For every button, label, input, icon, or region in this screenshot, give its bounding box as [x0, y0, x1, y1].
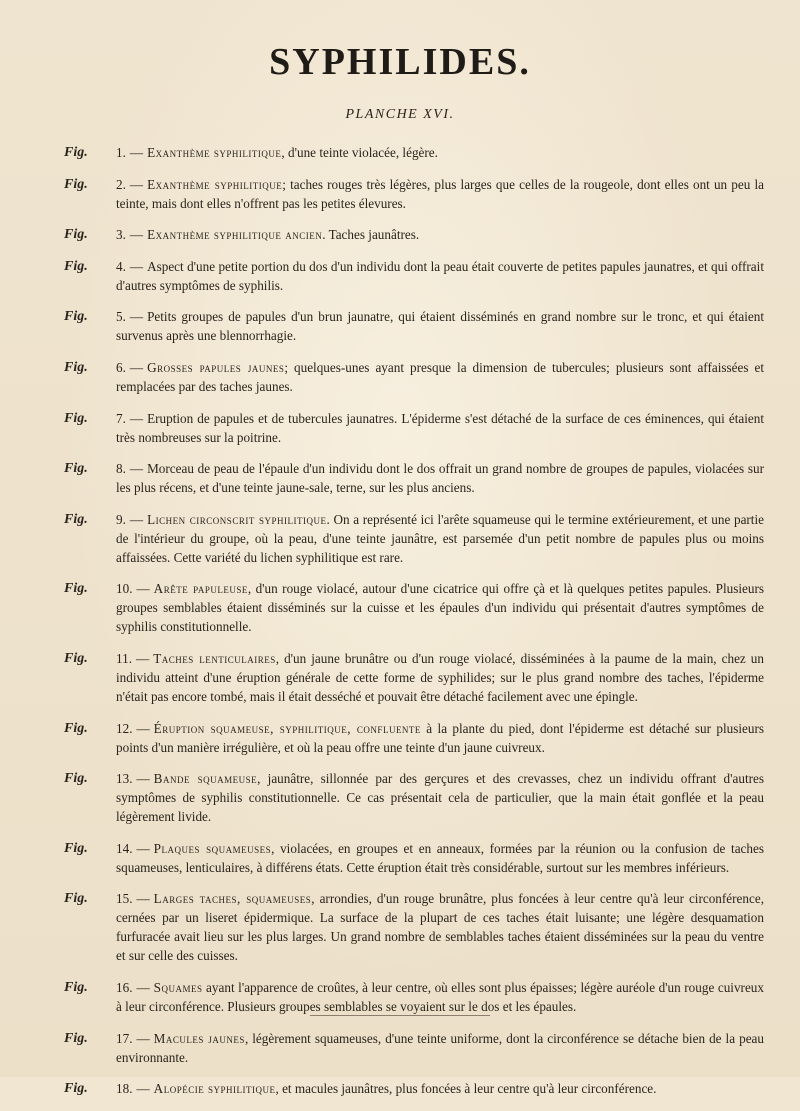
caption-dash: —	[129, 309, 144, 325]
figure-caption	[64, 719, 764, 757]
figure-caption	[64, 225, 764, 244]
caption-term: Exanthème syphilitique	[147, 176, 283, 192]
figure-caption	[64, 510, 764, 567]
caption-term: Grosses papules jaunes	[147, 359, 285, 375]
caption-term: Larges taches, squameuses	[153, 891, 312, 907]
caption-text: , et macules jaunâtres, plus foncées à leur centre qu'à leur circonférence.	[275, 1081, 657, 1097]
figure-caption	[64, 1079, 764, 1098]
fig-label: Fig.	[64, 720, 88, 736]
caption-dash: —	[129, 227, 144, 243]
caption-term: Éruption squameuse, syphilitique, confluente	[153, 720, 421, 736]
caption-dash: —	[136, 891, 150, 907]
figure-number: 17.	[116, 1030, 133, 1046]
caption-dash: —	[136, 581, 150, 597]
fig-label: Fig.	[64, 1030, 88, 1046]
caption-text: Morceau de peau de l'épaule d'un individu dont le dos offrait un grand nombre de groupes de papules, violacées sur les plus récens, et d'une teinte jaune-sale, terne, sur les plus anciens.	[116, 461, 764, 496]
figure-number: 15.	[116, 891, 133, 907]
caption-term: Squames	[153, 979, 203, 995]
caption-term: Lichen circonscrit syphilitique	[147, 511, 327, 527]
plate-subtitle: PLANCHE XVI.	[345, 107, 455, 122]
figure-caption	[64, 257, 764, 295]
figure-number: 11.	[116, 650, 132, 666]
figure-caption	[64, 358, 764, 396]
figure-number: 5.	[116, 309, 126, 325]
caption-dash: —	[136, 650, 150, 666]
caption-text: ; taches rouges très légères, plus larges que celles de la rougeole, dont elles ont un peu la teinte, mais dont elles n'offrent pas les petites élevures.	[116, 176, 764, 211]
fig-label: Fig.	[64, 650, 88, 666]
caption-text: Eruption de papules et de tubercules jaunatres. L'épiderme s'est détaché de la surface de ces éminences, qui étaient très nombreuses sur la poitrine.	[116, 410, 764, 445]
caption-dash: —	[136, 1081, 150, 1097]
fig-label: Fig.	[64, 176, 88, 192]
caption-dash: —	[129, 511, 144, 527]
caption-dash: —	[129, 145, 144, 160]
figure-caption	[64, 459, 764, 497]
figure-caption	[64, 409, 764, 447]
fig-label: Fig.	[64, 1081, 88, 1097]
fig-label: Fig.	[64, 309, 88, 325]
caption-text: . Taches jaunâtres.	[322, 227, 420, 243]
caption-text: , d'un jaune brunâtre ou d'un rouge violacé, disséminées à la paume de la main, chez un individu atteint d'une éruption générale de cette forme de syphilides; sur le plus grand nombre des taches, l'épiderme n'était pas encore tombé, mais il était desséché et pouvait être détaché facilement avec une épingle.	[116, 650, 764, 704]
figure-caption	[64, 889, 764, 965]
fig-label: Fig.	[64, 227, 88, 243]
figure-caption	[64, 649, 764, 706]
fig-label: Fig.	[64, 581, 88, 597]
caption-term: Macules jaunes	[153, 1030, 245, 1046]
fig-label: Fig.	[64, 461, 88, 477]
caption-text: ; quelques-unes ayant presque la dimension de tubercules; plusieurs sont affaissées et remplacées par des taches jaunes.	[116, 359, 764, 394]
figure-number: 8.	[116, 461, 126, 477]
caption-dash: —	[129, 359, 144, 375]
caption-dash: —	[129, 176, 144, 192]
caption-dash: —	[136, 771, 150, 787]
fig-label: Fig.	[64, 840, 88, 856]
figure-number: 9.	[116, 511, 126, 527]
caption-term: Taches lenticulaires	[153, 650, 276, 666]
fig-label: Fig.	[64, 410, 88, 426]
caption-text: , violacées, en groupes et en anneaux, formées par la réunion ou la confusion de taches squameuses, lenticulaires, à différens états. Cette éruption était très considérable, surtout sur les membres inférieurs.	[116, 840, 764, 875]
figure-caption	[64, 839, 764, 877]
caption-term: Exanthème syphilitique	[147, 145, 282, 160]
figure-number: 6.	[116, 359, 126, 375]
figure-caption	[64, 769, 764, 826]
figure-number: 3.	[116, 227, 126, 243]
fig-label: Fig.	[64, 771, 88, 787]
figure-captions-list	[64, 143, 764, 1111]
figure-number: 16.	[116, 979, 133, 995]
caption-term: Bande squameuse	[153, 771, 258, 787]
caption-text: . On a représenté ici l'arête squameuse qui le termine extérieurement, et une partie de l'intérieur du groupe, où la peau, d'une teinte jaunâtre, est parsemée d'un petit nombre de papules plus ou moins affaissées. Cette variété du lichen syphilitique est rare.	[116, 511, 764, 565]
figure-number: 18.	[116, 1081, 133, 1097]
figure-number: 1.	[116, 145, 126, 160]
figure-caption	[64, 175, 764, 213]
caption-dash: —	[129, 461, 144, 477]
caption-dash: —	[136, 720, 150, 736]
fig-label: Fig.	[64, 891, 88, 907]
fig-label: Fig.	[64, 145, 88, 160]
caption-text: Aspect d'une petite portion du dos d'un individu dont la peau était couverte de petites papules jaunatres, et qui offrait d'autres symptômes de syphilis.	[116, 258, 764, 293]
figure-caption	[64, 579, 764, 636]
caption-text: , arrondies, d'un rouge brunâtre, plus foncées à leur centre qu'à leur circonférence, cernées par un liseret épidermique. La surface de la plupart de ces taches était luisante; une légère desquamation furfuracée avait lieu sur les plus larges. Un grand nombre de semblables taches étaient disséminées sur la peau du ventre et sur celle des cuisses.	[116, 891, 764, 964]
figure-number: 14.	[116, 840, 133, 856]
caption-term: Arête papuleuse	[153, 581, 248, 597]
figure-number: 2.	[116, 176, 126, 192]
figure-caption	[64, 1029, 764, 1067]
caption-text: à la plante du pied, dont l'épiderme est détaché sur plusieurs points d'un manière irrégulière, et où la peau offre une teinte d'un jaune cuivreux.	[116, 720, 764, 755]
fig-label: Fig.	[64, 359, 88, 375]
page-title: SYPHILIDES.	[269, 41, 531, 83]
figure-caption	[64, 978, 764, 1016]
caption-text: , d'une teinte violacée, légère.	[281, 145, 438, 160]
fig-label: Fig.	[64, 258, 88, 274]
figure-number: 7.	[116, 410, 126, 426]
caption-text: ayant l'apparence de croûtes, à leur centre, où elles sont plus épaisses; légère auréole d'un rouge cuivreux à leur circonférence. Plusieurs groupes semblables se voyaient sur le dos et les épaules.	[116, 979, 764, 1014]
caption-text: Petits groupes de papules d'un brun jaunatre, qui étaient disséminés en grand nombre sur le tronc, et qui étaient survenus après une blennorrhagie.	[116, 309, 764, 344]
caption-dash: —	[129, 258, 144, 274]
caption-term: Plaques squameuses	[153, 840, 272, 856]
figure-number: 13.	[116, 771, 133, 787]
caption-dash: —	[136, 1030, 150, 1046]
fig-label: Fig.	[64, 511, 88, 527]
caption-text: , d'un rouge violacé, autour d'une cicatrice qui offre çà et là quelques petites papules. Plusieurs groupes semblables étaient disséminés sur la cuisse et les épaules d'un individu qui présentait d'autres symptômes de syphilis constitutionnelle.	[116, 581, 764, 635]
fig-label: Fig.	[64, 979, 88, 995]
caption-term: Alopécie syphilitique	[153, 1081, 276, 1097]
figure-caption	[64, 307, 764, 345]
caption-dash: —	[129, 410, 144, 426]
figure-number: 12.	[116, 720, 133, 736]
caption-text: , légèrement squameuses, d'une teinte uniforme, dont la circonférence se détache bien de la peau environnante.	[116, 1030, 764, 1065]
bottom-rule	[310, 1015, 490, 1016]
caption-dash: —	[136, 979, 150, 995]
caption-dash: —	[136, 840, 150, 856]
figure-number: 4.	[116, 258, 126, 274]
caption-term: Exanthème syphilitique ancien	[147, 227, 323, 243]
caption-text: , jaunâtre, sillonnée par des gerçures et des crevasses, chez un individu offrant d'autres symptômes de syphilis constitutionnelle. Ce cas présentait cela de particulier, que la main était gonflée et la peau légèrement livide.	[116, 771, 764, 825]
figure-caption	[64, 143, 764, 162]
figure-number: 10.	[116, 581, 133, 597]
